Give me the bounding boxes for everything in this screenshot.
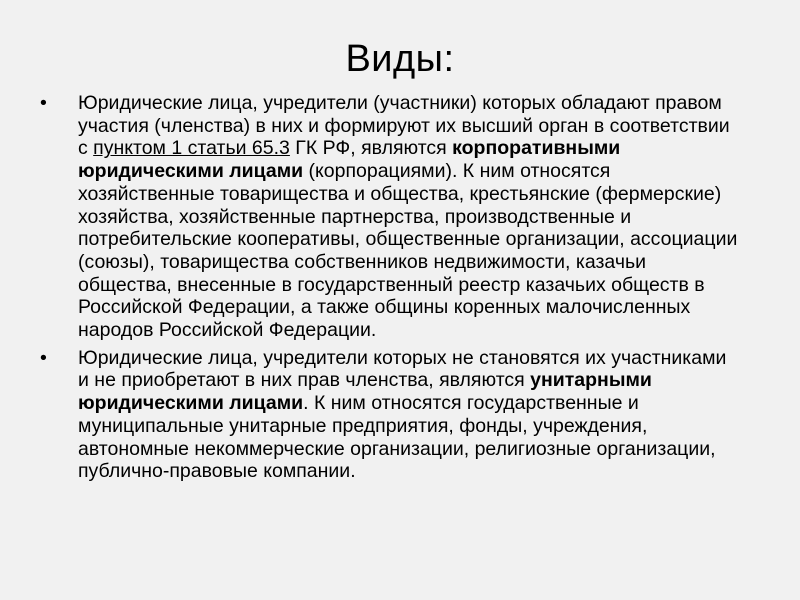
bullet-text-part: Юридические лица, учредители (участники) которых обладают правом участия (членства) в них и формируют их высший орган в соответствии с	[78, 92, 730, 160]
law-article-link[interactable]: пунктом 1 статьи 65.3	[93, 137, 290, 160]
bullet-text-part: Юридические лица, учредители которых не становятся их участниками и не приобретают в них прав членства, являются	[78, 346, 727, 392]
bullet-text-part: ГК РФ, являются	[289, 137, 453, 160]
slide-title: Виды:	[345, 38, 455, 80]
bullet-marker: •	[40, 346, 47, 369]
bold-term: унитарными юридическими лицами	[78, 369, 652, 415]
bullet-item-unitary	[40, 347, 740, 483]
bullet-text-part: . К ним относятся государственные и муниципальные унитарные предприятия, фонды, учреждения, автономные некоммерческие организации, религиозные организации, публично-правовые компании.	[78, 392, 716, 483]
bullet-marker: •	[40, 92, 47, 114]
bullet-list	[40, 92, 740, 488]
bold-term: корпоративными юридическими лицами	[78, 137, 621, 183]
bullet-text-part: (корпорациями). К ним относятся хозяйственные товарищества и общества, крестьянские (фермерские) хозяйства, хозяйственные партнерства, производственные и потребительские кооперативы, общественные организации, ассоциации (союзы), товарищества собственников недвижимости, казачьи общества, внесенные в государственный реестр казачьих обществ в Российской Федерации, а также общины коренных малочисленных народов Российской Федерации.	[78, 160, 738, 342]
bullet-item-corporate	[40, 92, 740, 342]
